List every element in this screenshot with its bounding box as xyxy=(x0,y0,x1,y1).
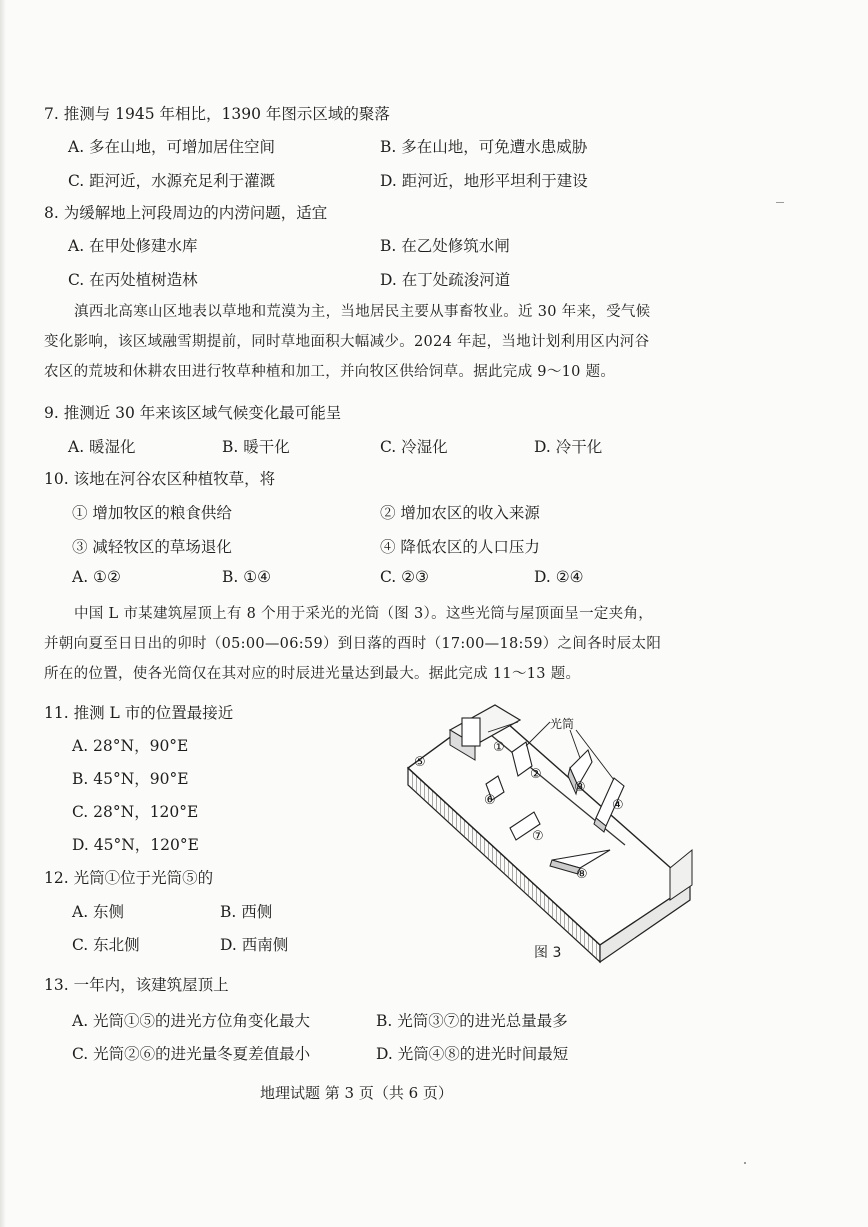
scan-speck xyxy=(776,202,784,203)
figure-3-caption: 图 3 xyxy=(534,945,562,961)
q11-option-c: C. 28°N，120°E xyxy=(72,803,199,821)
marker-2: ② xyxy=(530,767,542,782)
q13-option-c: C. 光筒②⑥的进光量冬夏差值最小 xyxy=(72,1045,311,1063)
passage-11-13 xyxy=(44,599,744,689)
q11-option-b: B. 45°N，90°E xyxy=(72,770,189,788)
tube-1-shape xyxy=(462,718,480,746)
question-8-stem: 8. 为缓解地上河段周边的内涝问题，适宜 xyxy=(44,204,328,222)
scan-edge-shadow xyxy=(0,0,6,1227)
q8-option-b: B. 在乙处修筑水闸 xyxy=(380,237,510,255)
q8-option-a: A. 在甲处修建水库 xyxy=(68,237,198,255)
q13-option-d: D. 光筒④⑧的进光时间最短 xyxy=(376,1045,569,1063)
question-12-stem: 12. 光筒①位于光筒⑤的 xyxy=(44,869,214,887)
q10-option-c: C. ②③ xyxy=(380,568,429,586)
passage-line: 中国 L 市某建筑屋顶上有 8 个用于采光的光筒（图 3）。这些光筒与屋顶面呈一定夹角， xyxy=(74,606,654,622)
q12-option-c: C. 东北侧 xyxy=(72,936,140,954)
marker-7: ⑦ xyxy=(532,829,544,844)
figure-3-roof-light-tubes xyxy=(400,700,700,970)
q10-option-b: B. ①④ xyxy=(222,568,272,586)
question-7-stem: 7. 推测与 1945 年相比，1390 年图示区域的聚落 xyxy=(44,105,390,123)
q10-option-a: A. ①② xyxy=(72,568,121,586)
passage-9-10 xyxy=(44,297,704,387)
marker-4: ④ xyxy=(612,798,624,813)
page-footer: 地理试题 第 3 页（共 6 页） xyxy=(260,1084,453,1102)
q10-statement-3: ③ 减轻牧区的草场退化 xyxy=(72,538,232,556)
q9-option-b: B. 暖干化 xyxy=(222,438,290,456)
scan-speck xyxy=(744,1162,746,1164)
passage-line: 变化影响，该区域融雪期提前，同时草地面积大幅减少。2024 年起，当地计划利用区内河谷 xyxy=(44,334,650,350)
q7-option-a: A. 多在山地，可增加居住空间 xyxy=(68,138,276,156)
q10-option-d: D. ②④ xyxy=(534,568,584,586)
q9-option-a: A. 暖湿化 xyxy=(68,438,136,456)
q9-option-d: D. 冷干化 xyxy=(534,438,603,456)
question-11-stem: 11. 推测 L 市的位置最接近 xyxy=(44,704,234,722)
passage-line: 所在的位置，使各光筒仅在其对应的时辰进光量达到最大。据此完成 11～13 题。 xyxy=(44,666,581,682)
q8-option-d: D. 在丁处疏浚河道 xyxy=(380,271,511,289)
q11-option-a: A. 28°N，90°E xyxy=(72,737,189,755)
marker-3: ③ xyxy=(574,780,586,795)
passage-line: 滇西北高寒山区地表以草地和荒漠为主，当地居民主要从事畜牧业。近 30 年来，受气候 xyxy=(74,304,651,320)
leader-line xyxy=(570,730,580,758)
marker-6: ⑥ xyxy=(484,793,496,808)
leader-line xyxy=(526,722,550,746)
q13-option-a: A. 光筒①⑤的进光方位角变化最大 xyxy=(72,1012,311,1030)
marker-8: ⑧ xyxy=(576,867,588,882)
q7-option-d: D. 距河近，地形平坦利于建设 xyxy=(380,172,588,190)
passage-line: 并朝向夏至日日出的卯时（05:00—06:59）到日落的酉时（17:00—18:59）之间各时辰太阳 xyxy=(44,636,662,652)
q8-option-c: C. 在丙处植树造林 xyxy=(68,271,198,289)
q13-option-b: B. 光筒③⑦的进光总量最多 xyxy=(376,1012,568,1030)
q11-option-d: D. 45°N，120°E xyxy=(72,836,199,854)
q12-option-b: B. 西侧 xyxy=(220,903,273,921)
q9-option-c: C. 冷湿化 xyxy=(380,438,448,456)
q10-statement-2: ② 增加农区的收入来源 xyxy=(380,504,540,522)
q10-statement-4: ④ 降低农区的人口压力 xyxy=(380,538,540,556)
question-10-stem: 10. 该地在河谷农区种植牧草，将 xyxy=(44,470,276,488)
q7-option-c: C. 距河近，水源充足利于灌溉 xyxy=(68,172,276,190)
marker-5: ⑤ xyxy=(414,755,426,770)
marker-1: ① xyxy=(493,740,505,755)
question-13-stem: 13. 一年内，该建筑屋顶上 xyxy=(44,976,229,994)
q10-statement-1: ① 增加牧区的粮食供给 xyxy=(72,504,232,522)
q12-option-a: A. 东侧 xyxy=(72,903,125,921)
q12-option-d: D. 西南侧 xyxy=(220,936,289,954)
question-9-stem: 9. 推测近 30 年来该区域气候变化最可能呈 xyxy=(44,404,342,422)
passage-line: 农区的荒坡和休耕农田进行牧草种植和加工，并向牧区供给饲草。据此完成 9～10 题。 xyxy=(44,364,616,380)
tube-label: 光筒 xyxy=(550,717,575,731)
q7-option-b: B. 多在山地，可免遭水患威胁 xyxy=(380,138,588,156)
